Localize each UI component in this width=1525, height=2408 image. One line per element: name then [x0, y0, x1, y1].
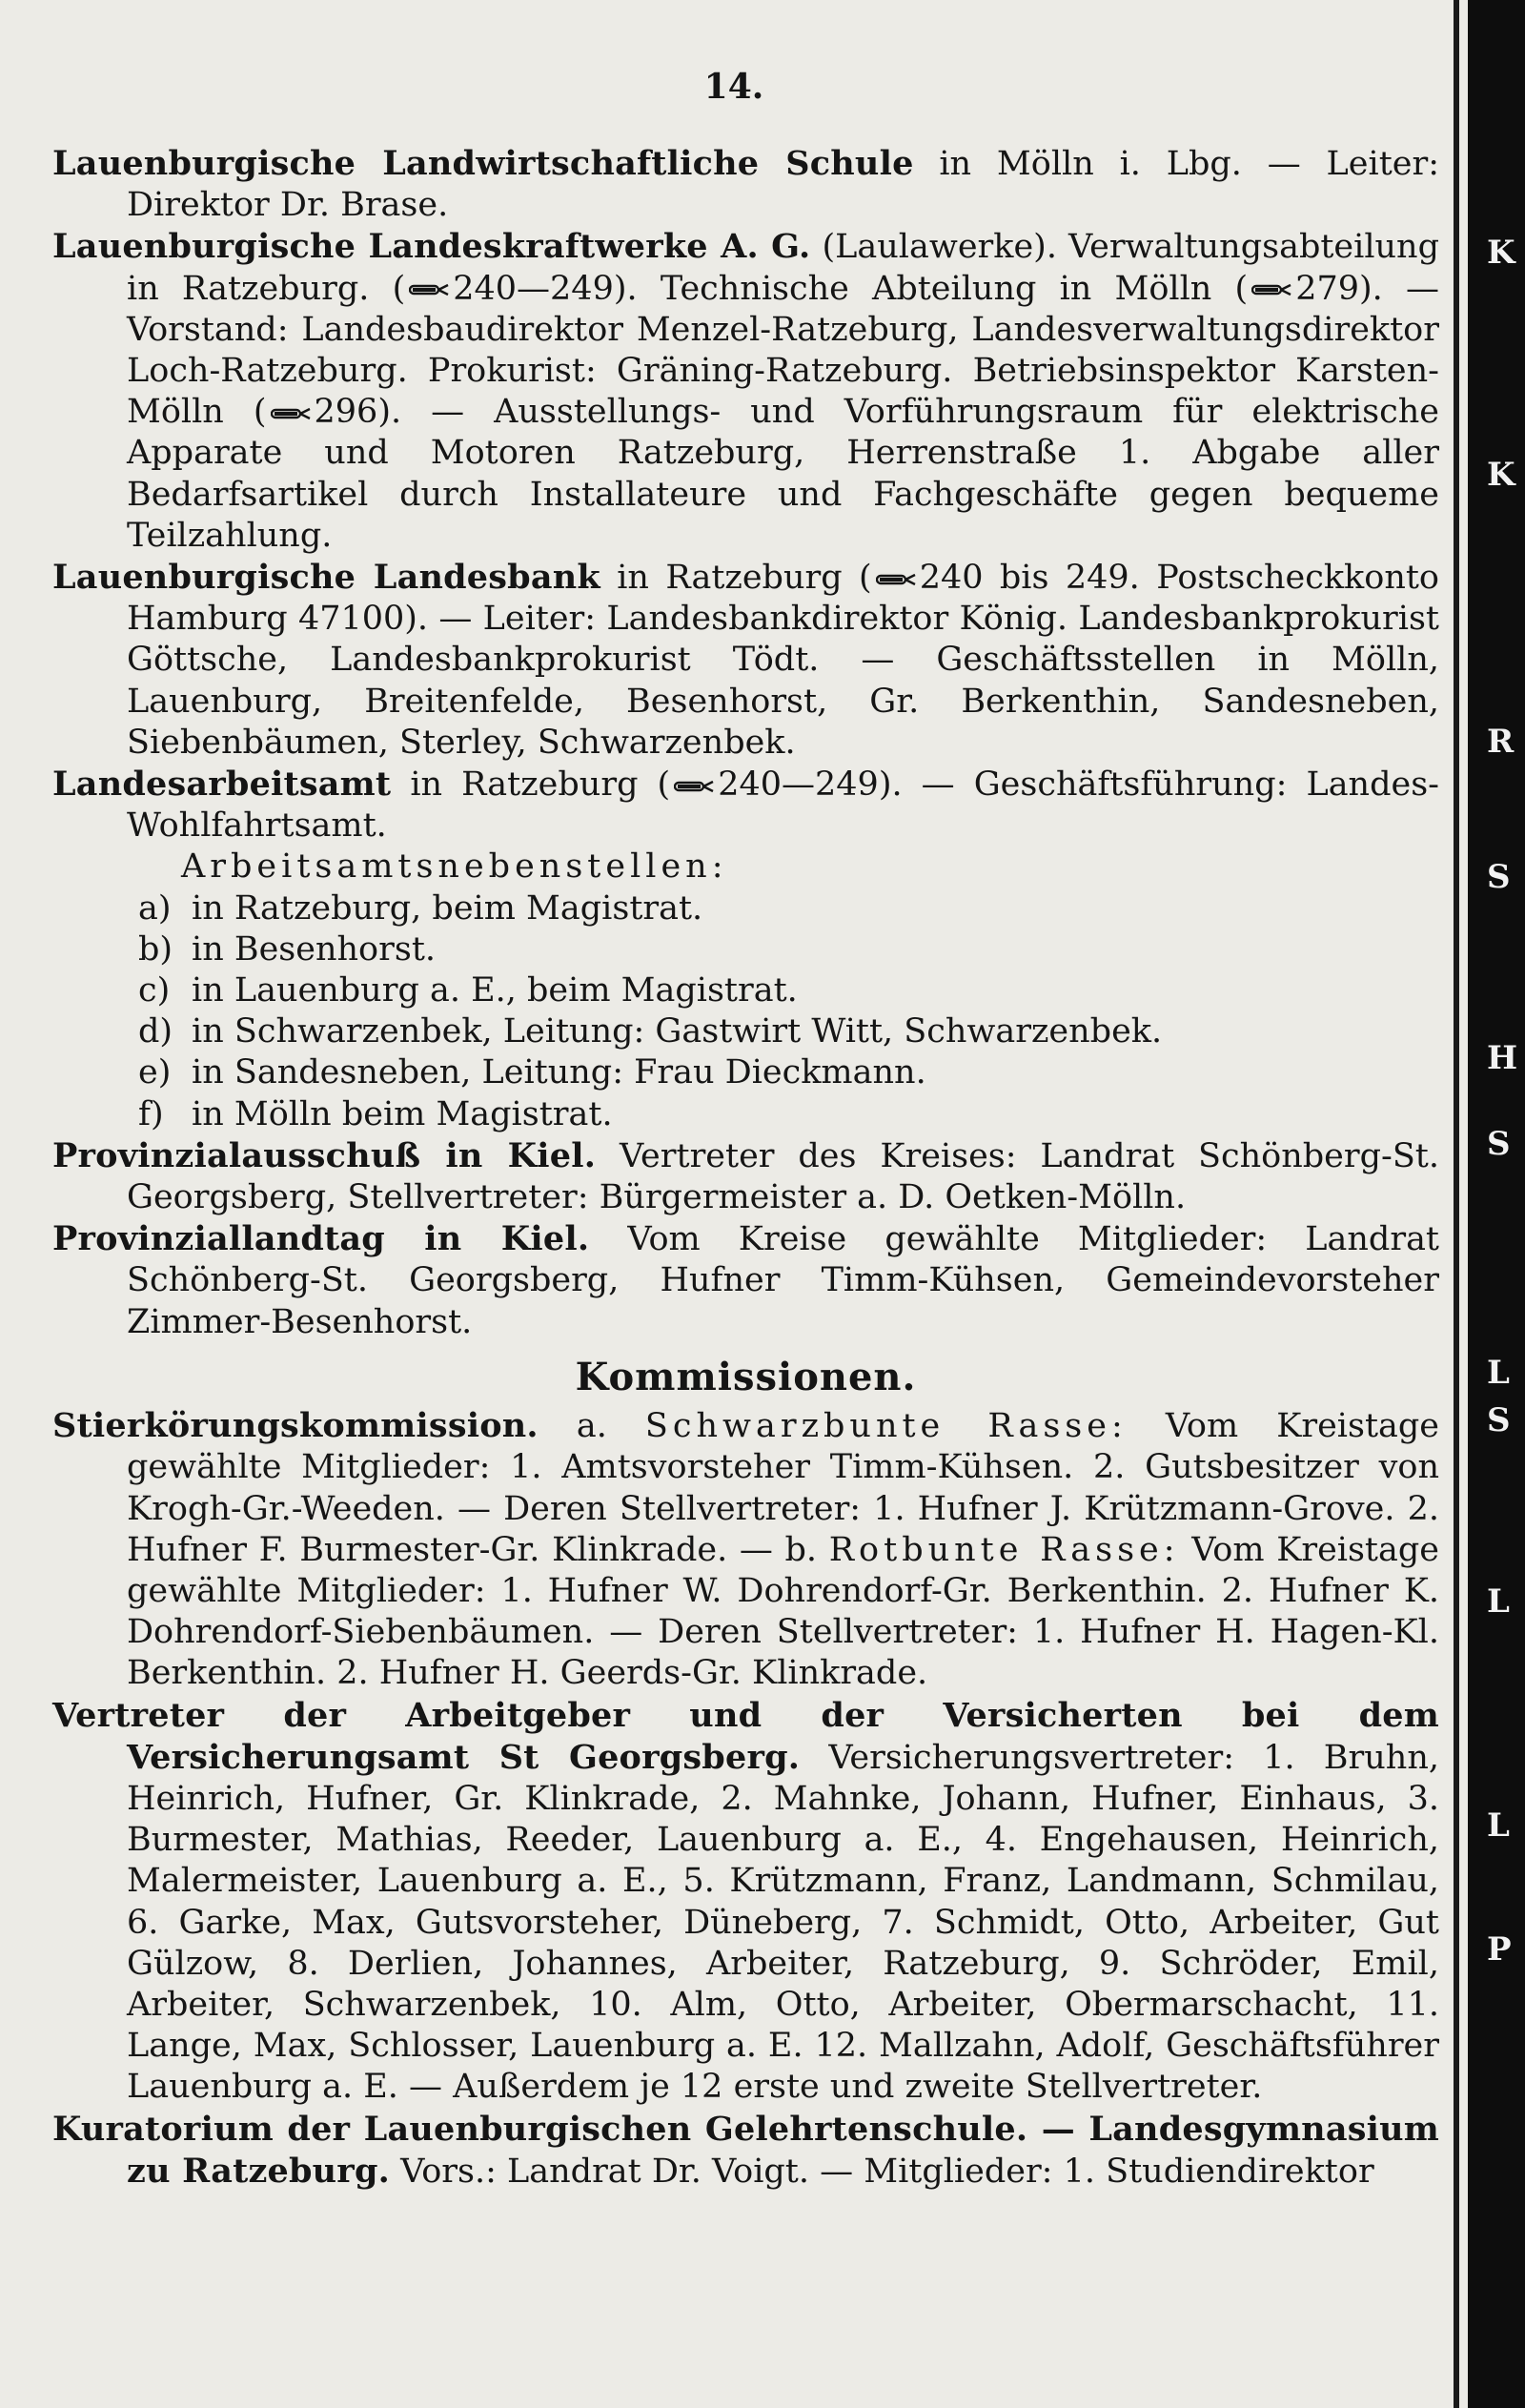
margin-letter: R: [1487, 723, 1515, 761]
entry-kuratorium: [52, 2109, 1439, 2193]
entry-landesbank: [52, 557, 1439, 764]
phone-number: 240—249: [453, 269, 614, 308]
telephone-icon: [271, 406, 311, 421]
list-item: [52, 1052, 1439, 1093]
entry-text: Versicherungsvertreter: 1. Bruhn, Heinrich, Hufner, Gr. Klinkrade, 2. Mahnke, Johann, Hufner, Einhaus, 3. Burmester, Mathias, Reeder, Lauenburg a. E., 4. Engehausen, Heinrich, Malermeister, Lauenburg a. E., 5. Krützmann, Franz, Landmann, Schmilau, 6. Garke, Max, Gutsvorsteher, Düneberg, 7. Schmidt, Otto, Arbeiter, Gut Gülzow, 8. Derlien, Johannes, Arbeiter, Ratzeburg, 9. Schröder, Emil, Arbeiter, Schwarzenbek, 10. Alm, Otto, Arbeiter, Obermarschacht, 11. Lange, Max, Schlosser, Lauenburg a. E. 12. Mallzahn, Adolf, Geschäftsführer Lauenburg a. E. — Außerdem je 12 erste und zweite Stellvertreter.: [127, 1738, 1439, 2107]
phone-number: 240—249: [718, 765, 879, 805]
entry-heading: Provinzialausschuß in Kiel.: [52, 1135, 597, 1175]
margin-letter: P: [1487, 1930, 1512, 1969]
entry-text: ). — Vorstand: Landesbaudirektor Menzel-Ratzeburg, Landesverwaltungsdirektor Loch-Ratzeburg. Prokurist: Gräning-Ratzeburg. Betriebsinspektor Karsten-Mölln (: [127, 269, 1439, 432]
list-letter: e): [138, 1053, 172, 1092]
entry-text: ). — Geschäftsführung: Landes-Wohlfahrtsamt.: [127, 765, 1440, 846]
list-text: in Lauenburg a. E., beim Magistrat.: [192, 971, 798, 1010]
margin-letter: S: [1487, 858, 1511, 896]
entry-text: Vertreter des Kreises: Landrat Schönberg-St. Georgsberg, Stellvertreter: Bürgermeister a. D. Oetken-Mölln.: [127, 1136, 1439, 1217]
phone-number: 240 bis 249: [919, 559, 1129, 598]
entry-text: in Ratzeburg (: [600, 559, 872, 598]
list-letter: f): [138, 1094, 164, 1133]
breed-label: Schwarzbunte Rasse:: [644, 1407, 1128, 1446]
list-letter: a): [138, 888, 172, 928]
telephone-icon: [1251, 282, 1291, 297]
entry-heading: Provinziallandtag in Kiel.: [52, 1219, 590, 1259]
list-text: in Ratzeburg, beim Magistrat.: [192, 888, 703, 928]
entry-heading: Lauenburgische Landwirtschaftliche Schule: [52, 144, 914, 183]
entry-text: in Ratzeburg (: [391, 765, 671, 805]
nebenstellen-subheading: Arbeitsamtsnebenstellen:: [181, 847, 728, 887]
margin-letter: H: [1487, 1039, 1518, 1077]
entry-versicherungsamt: [52, 1695, 1439, 2109]
adjacent-page-letters: [1487, 0, 1525, 2408]
list-item: [52, 888, 1439, 929]
entry-text: (Laulawerke). Verwaltungsabteilung in Ratzeburg. (: [127, 228, 1440, 308]
entry-text: ). — Ausstellungs- und Vorführungsraum für elektrische Apparate und Motoren Ratzeburg, Herrenstraße 1. Abgabe aller Bedarfsartikel durch Installateure und Fachgeschäfte gegen bequeme Teilzahlung.: [127, 393, 1439, 555]
entry-landeskraftwerke: [52, 226, 1439, 557]
list-item: [52, 1011, 1439, 1052]
section-title: Kommissionen.: [575, 1354, 917, 1399]
entry-heading: Kuratorium der Lauenburgischen Gelehrtenschule. — Landesgymnasium zu Ratzeburg.: [52, 2109, 1439, 2191]
margin-letter: L: [1487, 1582, 1510, 1621]
entry-text: a.: [538, 1407, 645, 1446]
list-letter: b): [138, 929, 173, 969]
phone-number: 279: [1295, 269, 1360, 308]
entry-text: Vors.: Landrat Dr. Voigt. — Mitglieder: 1. Studiendirektor: [390, 2152, 1374, 2191]
list-letter: d): [138, 1012, 173, 1051]
page-content: [52, 143, 1439, 2193]
page-spine: [1454, 0, 1459, 2408]
entry-text: Vom Kreistage gewählte Mitglieder: 1. Amtsvorsteher Timm-Kühsen. 2. Gutsbesitzer von Krogh-Gr.-Weeden. — Deren Stellvertreter: 1. Hufner J. Krützmann-Grove. 2. Hufner F. Burmester-Gr. Klinkrade. — b.: [127, 1407, 1439, 1569]
list-letter: c): [138, 971, 171, 1010]
phone-number: 296: [314, 393, 378, 432]
entry-provinzialausschuss: [52, 1135, 1439, 1218]
margin-letter: S: [1487, 1401, 1511, 1439]
entry-heading: Lauenburgische Landeskraftwerke A. G.: [52, 227, 811, 267]
telephone-icon: [674, 779, 714, 794]
entry-text: Vom Kreistage gewählte Mitglieder: 1. Hufner W. Dohrendorf-Gr. Berkenthin. 2. Hufner K. Dohrendorf-Siebenbäumen. — Deren Stellvertreter: 1. Hufner H. Hagen-Kl. Berkenthin. 2. Hufner H. Geerds-Gr. Klinkrade.: [127, 1530, 1439, 1693]
list-item: [52, 929, 1439, 970]
page-number: 14.: [703, 67, 764, 107]
entry-text: Vom Kreise gewählte Mitglieder: Landrat Schönberg-St. Georgsberg, Hufner Timm-Kühsen, Gemeindevorsteher Zimmer-Besenhorst.: [127, 1220, 1439, 1341]
entry-text: . Postscheckkonto Hamburg 47100). — Leiter: Landesbankdirektor König. Landesbankprokurist Göttsche, Landesbankprokurist Tödt. — Geschäftsstellen in Mölln, Lauenburg, Breitenfelde, Besenhorst, Gr. Berkenthin, Sandesneben, Siebenbäumen, Sterley, Schwarzenbek.: [127, 559, 1440, 762]
list-text: in Besenhorst.: [192, 929, 437, 969]
margin-letter: L: [1487, 1354, 1510, 1392]
entry-heading: Lauenburgische Landesbank: [52, 558, 600, 598]
entry-provinziallandtag: [52, 1218, 1439, 1343]
breed-label: Rotbunte Rasse:: [828, 1530, 1180, 1569]
list-item: [52, 970, 1439, 1011]
margin-letter: K: [1487, 456, 1515, 494]
entry-stierkoerungskommission: [52, 1405, 1439, 1694]
telephone-icon: [409, 282, 449, 297]
entry-heading: Vertreter der Arbeitgeber und der Versicherten bei dem Versicherungsamt St Georgsberg.: [52, 1695, 1439, 1777]
entry-landesarbeitsamt: [52, 764, 1439, 847]
list-text: in Sandesneben, Leitung: Frau Dieckmann.: [192, 1053, 926, 1092]
entry-text: in Mölln i. Lbg. — Leiter: Direktor Dr. Brase.: [127, 145, 1439, 225]
list-text: in Schwarzenbek, Leitung: Gastwirt Witt, Schwarzenbek.: [192, 1012, 1163, 1051]
margin-letter: S: [1487, 1125, 1511, 1163]
list-text: in Mölln beim Magistrat.: [192, 1094, 613, 1133]
entry-text: ). Technische Abteilung in Mölln (: [613, 269, 1249, 308]
entry-landwirtschaftliche-schule: [52, 143, 1439, 226]
entry-heading: Stierkörungskommission.: [52, 1406, 539, 1446]
margin-letter: K: [1487, 234, 1515, 272]
telephone-icon: [876, 572, 916, 587]
list-item: [52, 1094, 1439, 1135]
entry-heading: Landesarbeitsamt: [52, 765, 392, 805]
margin-letter: L: [1487, 1806, 1510, 1845]
